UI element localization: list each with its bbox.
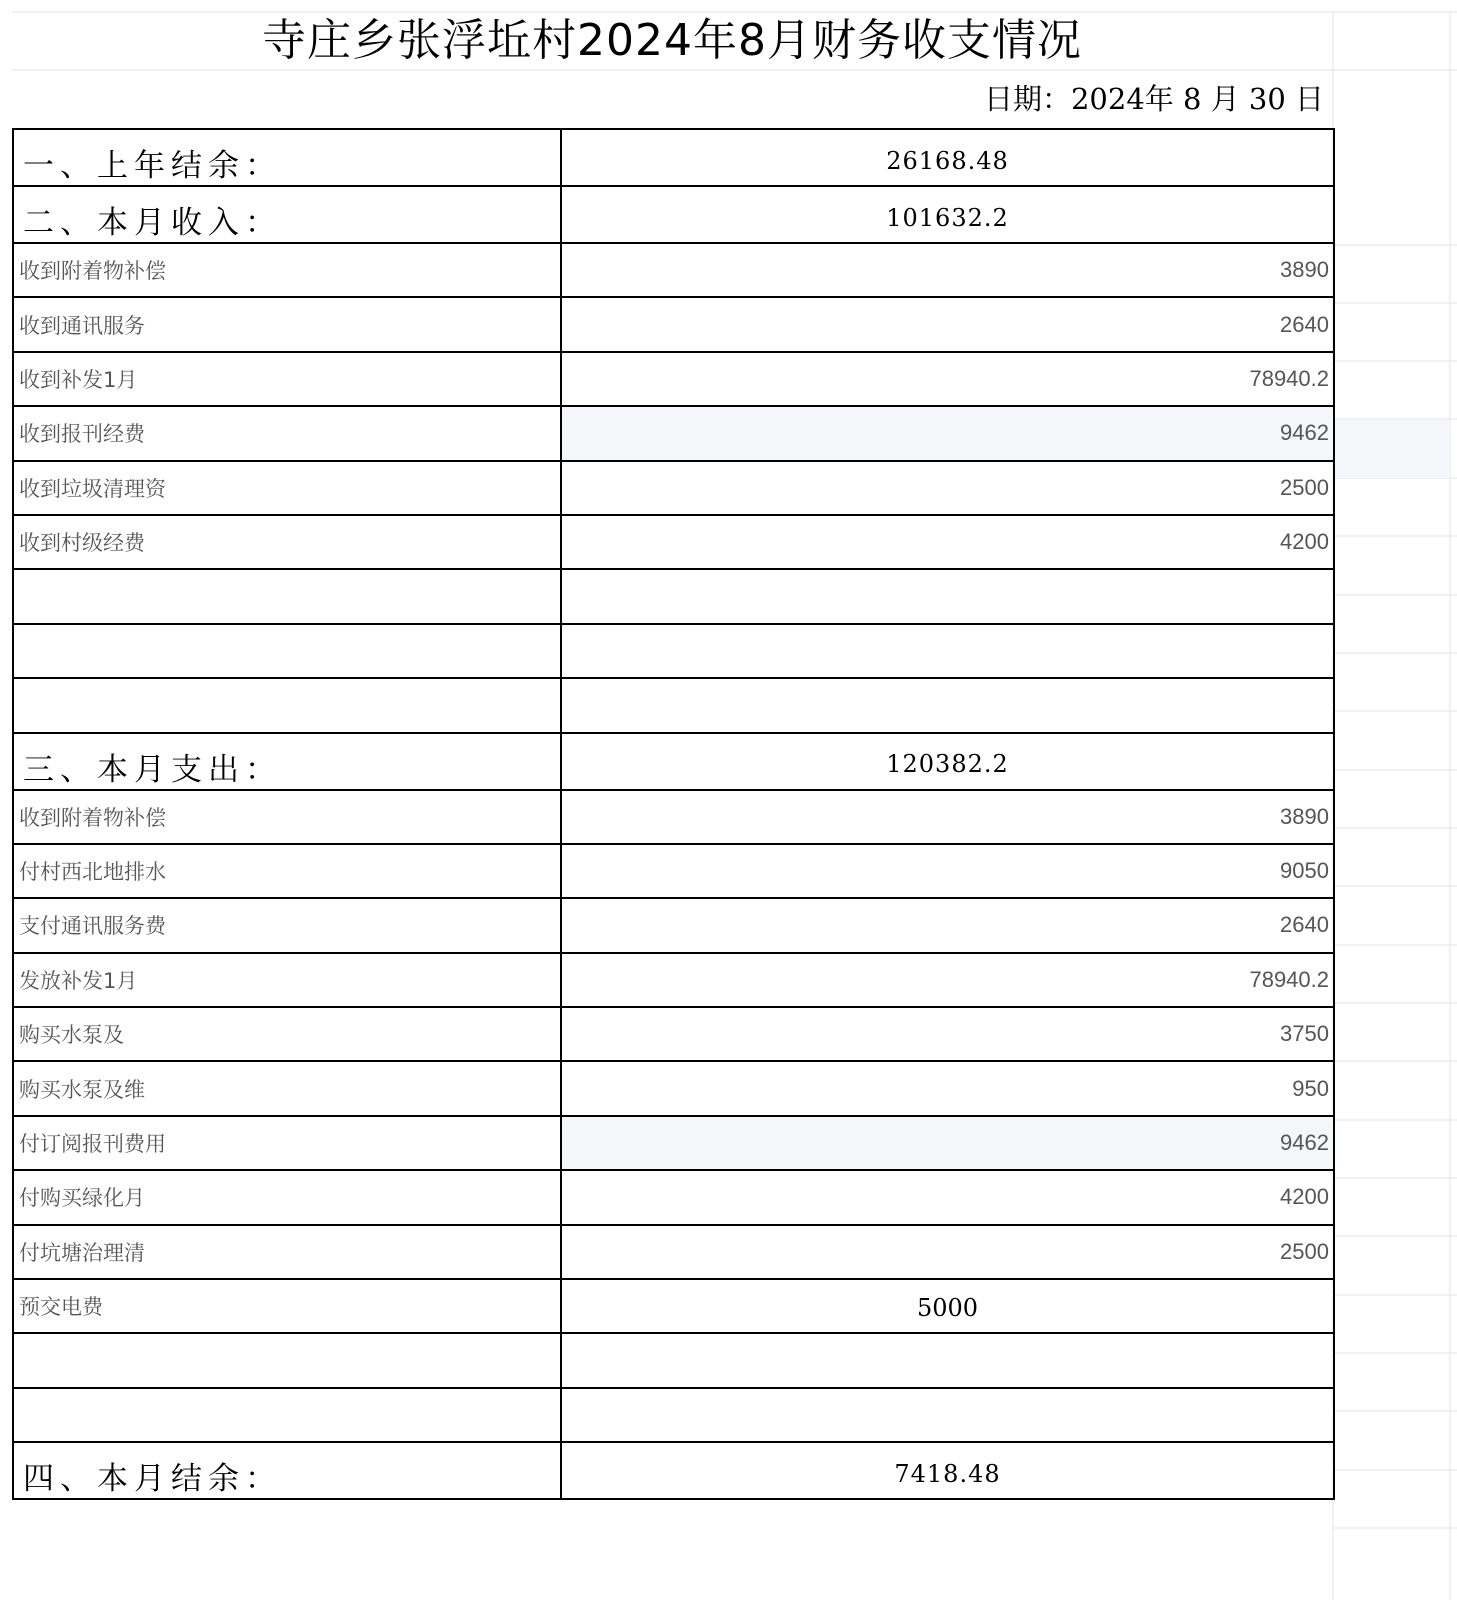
income-item-label-cell[interactable] [13, 461, 561, 515]
table-row [13, 1116, 1334, 1170]
expense-item-label-cell[interactable] [13, 1116, 561, 1170]
table-row [13, 243, 1334, 297]
expense-item-label: 支付通讯服务费 [19, 914, 166, 939]
expense-item-label: 付订阅报刊费用 [19, 1132, 166, 1157]
income-item-value: 9462 [1280, 420, 1329, 446]
expense-item-label-cell[interactable] [13, 1061, 561, 1115]
income-item-value-cell-selected[interactable] [561, 406, 1334, 460]
expense-item-value-cell[interactable] [561, 1007, 1334, 1061]
expense-item-label: 付坑塘治理清 [19, 1240, 145, 1265]
table-row [13, 790, 1334, 844]
month-balance-label: 四、本月结余： [23, 1461, 282, 1498]
income-total-label: 二、本月收入： [23, 205, 282, 241]
empty-row [13, 1388, 1334, 1442]
expense-total-value: 120382.2 [886, 750, 1009, 779]
expense-total-label: 三、本月支出： [23, 751, 282, 788]
expense-item-label: 预交电费 [19, 1295, 103, 1320]
expense-item-value-cell[interactable] [561, 1061, 1334, 1115]
table-row [13, 1007, 1334, 1061]
expense-item-label-cell[interactable] [13, 844, 561, 898]
expense-item-value: 3750 [1280, 1021, 1329, 1047]
expense-total-label-cell[interactable] [13, 733, 561, 790]
prev-balance-value: 26168.48 [886, 146, 1009, 175]
empty-row [13, 1333, 1334, 1387]
empty-row [13, 569, 1334, 623]
income-item-label: 收到通讯服务 [19, 313, 145, 338]
empty-cell[interactable] [13, 1388, 561, 1442]
income-total-value-cell[interactable] [561, 186, 1334, 243]
expense-total-row [13, 733, 1334, 790]
table-row [13, 1279, 1334, 1333]
finance-sheet [12, 12, 1454, 1500]
table-row [13, 1170, 1334, 1224]
income-item-label: 收到附着物补偿 [19, 259, 166, 284]
month-balance-value-cell[interactable] [561, 1442, 1334, 1499]
expense-item-label: 付购买绿化月 [19, 1186, 145, 1211]
expense-item-label-cell[interactable] [13, 790, 561, 844]
table-row [13, 406, 1334, 460]
expense-item-label: 发放补发1月 [19, 968, 138, 993]
expense-item-value: 950 [1292, 1075, 1329, 1101]
expense-item-value: 5000 [916, 1294, 979, 1323]
prev-balance-label-cell[interactable] [13, 129, 561, 186]
expense-item-label-cell[interactable] [13, 1170, 561, 1224]
expense-item-value: 78940.2 [1249, 966, 1329, 992]
table-row [13, 352, 1334, 406]
expense-item-label-cell[interactable] [13, 1007, 561, 1061]
month-balance-label-cell[interactable] [13, 1442, 561, 1499]
income-total-value: 101632.2 [886, 203, 1009, 232]
income-item-label: 收到村级经费 [19, 531, 145, 556]
income-total-row [13, 186, 1334, 243]
income-item-label: 收到补发1月 [19, 367, 138, 392]
expense-item-value-cell[interactable] [561, 1170, 1334, 1224]
income-item-value: 2500 [1280, 474, 1329, 500]
prev-balance-label: 一、上年结余： [23, 148, 282, 184]
expense-item-label: 购买水泵及维 [19, 1077, 145, 1102]
table-row [13, 461, 1334, 515]
month-balance-row [13, 1442, 1334, 1499]
income-item-value-cell[interactable] [561, 352, 1334, 406]
income-item-value: 78940.2 [1249, 365, 1329, 391]
income-total-label-cell[interactable] [13, 186, 561, 243]
expense-item-value-cell[interactable] [561, 1279, 1334, 1333]
month-balance-value: 7418.48 [894, 1459, 1001, 1488]
expense-item-value: 9462 [1280, 1130, 1329, 1156]
empty-cell[interactable] [13, 569, 561, 623]
table-row [13, 898, 1334, 952]
finance-table [12, 128, 1335, 1500]
expense-item-value-cell[interactable] [561, 844, 1334, 898]
income-item-value-cell[interactable] [561, 461, 1334, 515]
income-item-value-cell[interactable] [561, 297, 1334, 351]
expense-item-label-cell[interactable] [13, 1225, 561, 1279]
expense-item-label: 付村西北地排水 [19, 860, 166, 885]
empty-cell[interactable] [13, 1333, 561, 1387]
income-item-label-cell[interactable] [13, 352, 561, 406]
expense-item-label: 购买水泵及 [19, 1023, 124, 1048]
income-item-label-cell[interactable] [13, 243, 561, 297]
table-row [13, 1225, 1334, 1279]
income-item-value-cell[interactable] [561, 243, 1334, 297]
expense-total-value-cell[interactable] [561, 733, 1334, 790]
expense-item-value-cell[interactable] [561, 1225, 1334, 1279]
expense-item-label-cell[interactable] [13, 1279, 561, 1333]
expense-item-value-cell[interactable] [561, 790, 1334, 844]
prev-balance-value-cell[interactable] [561, 129, 1334, 186]
table-row [13, 515, 1334, 569]
table-row [13, 1061, 1334, 1115]
table-row [13, 297, 1334, 351]
income-item-label: 收到报刊经费 [19, 422, 145, 447]
expense-item-label: 收到附着物补偿 [19, 805, 166, 830]
table-row [13, 953, 1334, 1007]
income-item-value-cell[interactable] [561, 515, 1334, 569]
income-item-value: 4200 [1280, 529, 1329, 555]
empty-cell[interactable] [561, 569, 1334, 623]
expense-item-label-cell[interactable] [13, 953, 561, 1007]
expense-item-value-cell[interactable] [561, 898, 1334, 952]
prev-balance-row [13, 129, 1334, 186]
expense-item-value: 4200 [1280, 1184, 1329, 1210]
expense-item-value: 9050 [1280, 858, 1329, 884]
empty-cell[interactable] [561, 1388, 1334, 1442]
expense-item-value-cell[interactable] [561, 953, 1334, 1007]
table-row [13, 844, 1334, 898]
empty-cell[interactable] [561, 678, 1334, 732]
empty-cell[interactable] [561, 624, 1334, 678]
expense-item-value: 2640 [1280, 912, 1329, 938]
expense-item-value: 3890 [1280, 803, 1329, 829]
empty-row [13, 624, 1334, 678]
income-item-label-cell[interactable] [13, 515, 561, 569]
expense-item-value-cell-selected[interactable] [561, 1116, 1334, 1170]
expense-item-value: 2500 [1280, 1238, 1329, 1264]
empty-cell[interactable] [13, 624, 561, 678]
empty-cell[interactable] [561, 1333, 1334, 1387]
expense-item-label-cell[interactable] [13, 898, 561, 952]
income-item-label-cell[interactable] [13, 406, 561, 460]
page-title: 寺庄乡张浮坵村2024年8月财务收支情况 [262, 15, 1082, 66]
empty-row [13, 678, 1334, 732]
report-date: 日期：2024年 8 月 30 日 [983, 82, 1324, 116]
income-item-label-cell[interactable] [13, 297, 561, 351]
income-item-value: 3890 [1280, 257, 1329, 283]
income-item-label: 收到垃圾清理资 [19, 476, 166, 501]
empty-cell[interactable] [13, 678, 561, 732]
income-item-value: 2640 [1280, 311, 1329, 337]
